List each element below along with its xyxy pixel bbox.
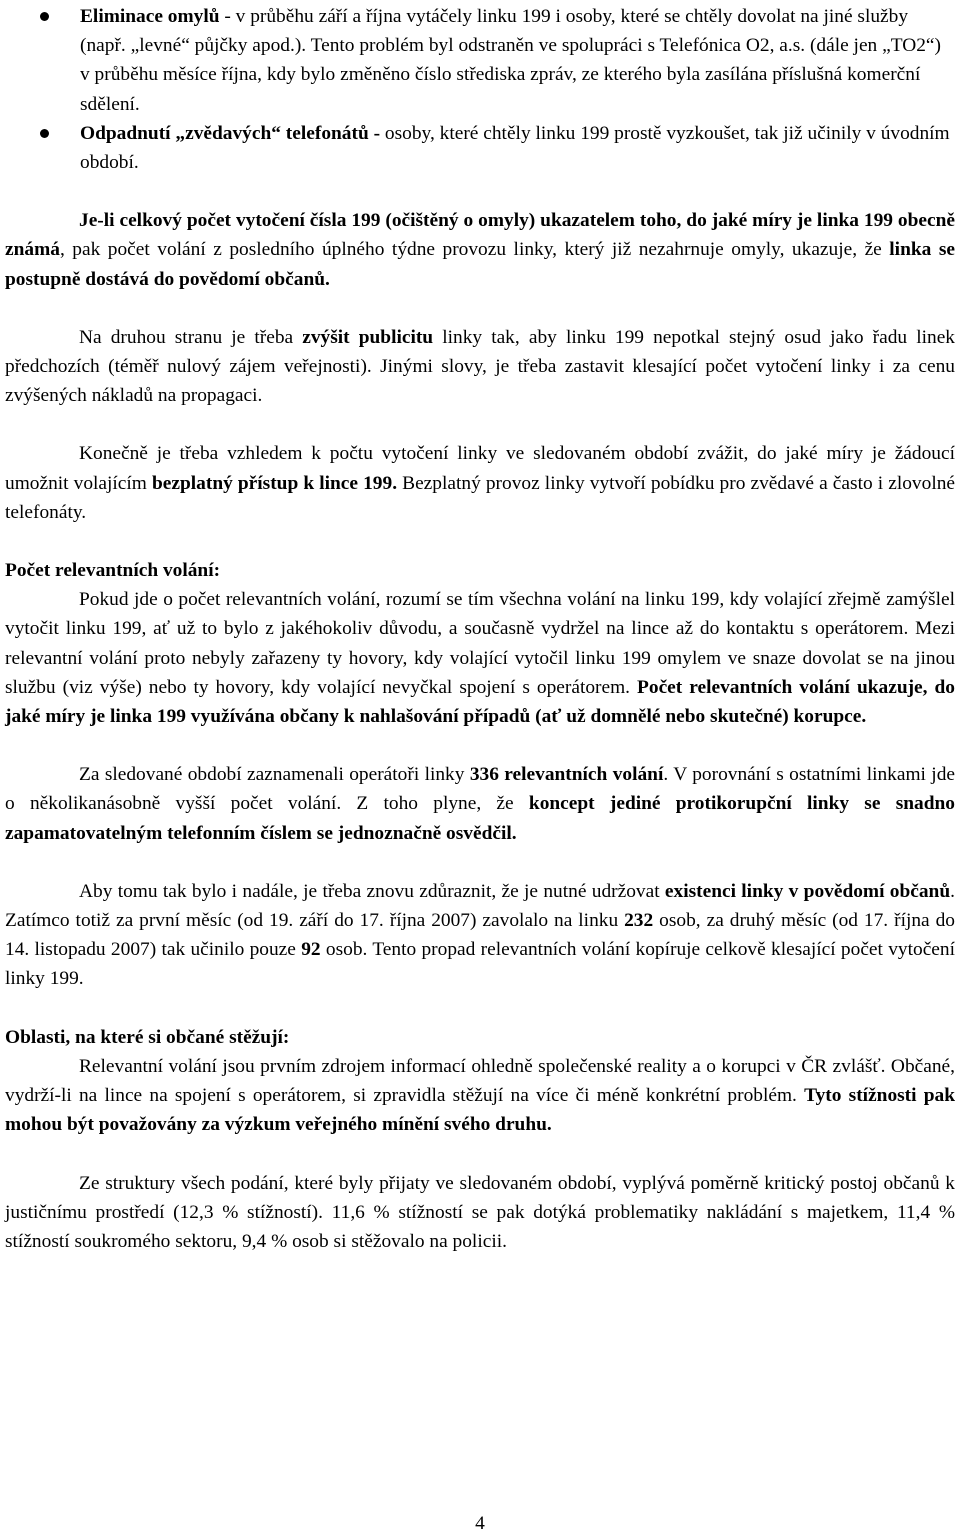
bullet-item — [5, 119, 955, 177]
paragraph — [5, 877, 955, 994]
bold-text: linka se postupně dostává do povědomí občanů. — [5, 239, 955, 290]
text-run: Relevantní volání jsou prvním zdrojem informací ohledně společenské reality a o korupci v ČR zvlášť. Občané, vydrží-li na lince na spojení s operátorem, si zpravidla stěžují na více či méně konkrétní problém. — [5, 1055, 955, 1107]
paragraph — [5, 585, 955, 731]
page-number: 4 — [475, 1513, 485, 1534]
bullet-item — [5, 2, 955, 119]
paragraph — [5, 1169, 955, 1257]
text-run: Bezplatný provoz linky vytvoří pobídku pro zvědavé a často i zlovolné telefonáty. — [5, 472, 956, 523]
paragraph — [5, 1052, 955, 1140]
body-blocks — [5, 206, 955, 1256]
bold-text: Počet relevantních volání ukazuje, do jaké míry je linka 199 využívána občany k nahlašování případů (ať už domnělé nebo skutečné) korupce. — [5, 676, 955, 728]
section-heading — [5, 556, 955, 585]
text-run: Pokud jde o počet relevantních volání, rozumí se tím všechna volání na linku 199, kdy volající zřejmě zamýšlel vytočit linku 199, ať už to bylo z jakéhokoliv důvodu, a současně vydržel na lince až do kontaktu s operátorem. Mezi relevantní volání proto nebyly zařazeny ty hovory, kdy volající vytočil linku 199 omylem ve snaze dovolat se na jinou službu (viz výše) nebo ty hovory, kdy volající nevyčkal spojení s operátorem. — [5, 589, 955, 698]
text-run: osob, za druhý měsíc (od 17. října do 14. listopadu 2007) tak učinilo pouze — [5, 910, 955, 961]
bullet-icon — [40, 12, 49, 21]
text-run: osob. Tento propad relevantních volání kopíruje celkově klesající počet vytočení linky 199. — [5, 939, 955, 990]
bullet-icon — [40, 129, 49, 138]
section-heading — [5, 1023, 955, 1052]
bold-text: Tyto stížnosti pak mohou být považovány za výzkum veřejného mínění svého druhu. — [5, 1085, 955, 1136]
paragraph — [5, 760, 955, 848]
bold-text: 232 — [624, 910, 654, 932]
text-run: osoby, které chtěly linku 199 prostě vyzkoušet, tak již učinily v úvodním období. — [80, 122, 950, 174]
text-run: Ze struktury všech podání, které byly přijaty ve sledovaném období, vyplývá poměrně kritický postoj občanů k justičnímu prostředí (12,3 % stížností). 11,6 % stížností se pak dotýká problematiky nakládání s majetkem, 11,4 % stížností soukromého sektoru, 9,4 % osob si stěžovalo na policii. — [5, 1172, 955, 1252]
text-run: - v průběhu září a října vytáčely linku 199 i osoby, které se chtěly dovolat na jiné služby (např. „levné“ půjčky apod.). Tento problém byl odstraněn ve spolupráci s Telefónica O2, a.s. (dále jen „TO2“) v průběhu měsíce října, kdy bylo změněno číslo střediska zpráv, ze kterého byla zasílána příslušná komerční sdělení. — [80, 6, 941, 115]
text-run: linky tak, aby linku 199 nepotkal stejný osud jako řadu linek předchozích (téměř nulový zájem veřejnosti). Jinými slovy, je třeba zastavit klesající počet vytočení linky i za cenu zvýšených nákladů na propagaci. — [5, 326, 955, 407]
bold-text: Eliminace omylů — [80, 6, 220, 27]
bold-text: 92 — [301, 939, 321, 961]
text-run: Konečně je třeba vzhledem k počtu vytočení linky ve sledovaném období zvážit, do jaké míry je žádoucí umožnit volajícím — [5, 443, 955, 494]
bold-text: bezplatný přístup k lince 199. — [152, 472, 398, 494]
text-run: . Zatímco totiž za první měsíc (od 19. září do 17. října 2007) zavolalo na linku — [5, 880, 955, 932]
text-run: , pak počet volání z posledního úplného týdne provozu linky, který již nezahrnuje omyly, ukazuje, že — [59, 239, 890, 261]
bold-text: zvýšit publicitu — [302, 326, 434, 348]
bold-text: Počet relevantních volání: — [5, 560, 221, 582]
bullet-list — [5, 2, 955, 177]
bold-text: 336 relevantních volání — [469, 764, 664, 786]
paragraph — [5, 206, 955, 294]
paragraph — [5, 439, 955, 527]
bold-text: Je-li celkový počet vytočení čísla 199 (očištěný o omyly) ukazatelem toho, do jaké míry je linka 199 obecně známá — [5, 210, 955, 261]
text-run: Na druhou stranu je třeba — [79, 326, 303, 348]
text-run: Za sledované období zaznamenali operátoři linky — [79, 764, 470, 786]
bold-text: koncept jediné protikorupční linky se snadno zapamatovatelným telefonním číslem se jednoznačně osvědčil. — [5, 793, 955, 844]
paragraph — [5, 323, 955, 411]
bold-text: Oblasti, na které si občané stěžují: — [5, 1026, 290, 1048]
bold-text: existenci linky v povědomí občanů — [664, 880, 951, 902]
bold-text: Odpadnutí „zvědavých“ telefonátů - — [80, 122, 381, 144]
text-run: . V porovnání s ostatními linkami jde o několikanásobně vyšší počet volání. Z toho plyne, že — [5, 764, 955, 815]
page-content — [5, 2, 955, 1256]
text-run: Aby tomu tak bylo i nadále, je třeba znovu zdůraznit, že je nutné udržovat — [79, 880, 665, 902]
